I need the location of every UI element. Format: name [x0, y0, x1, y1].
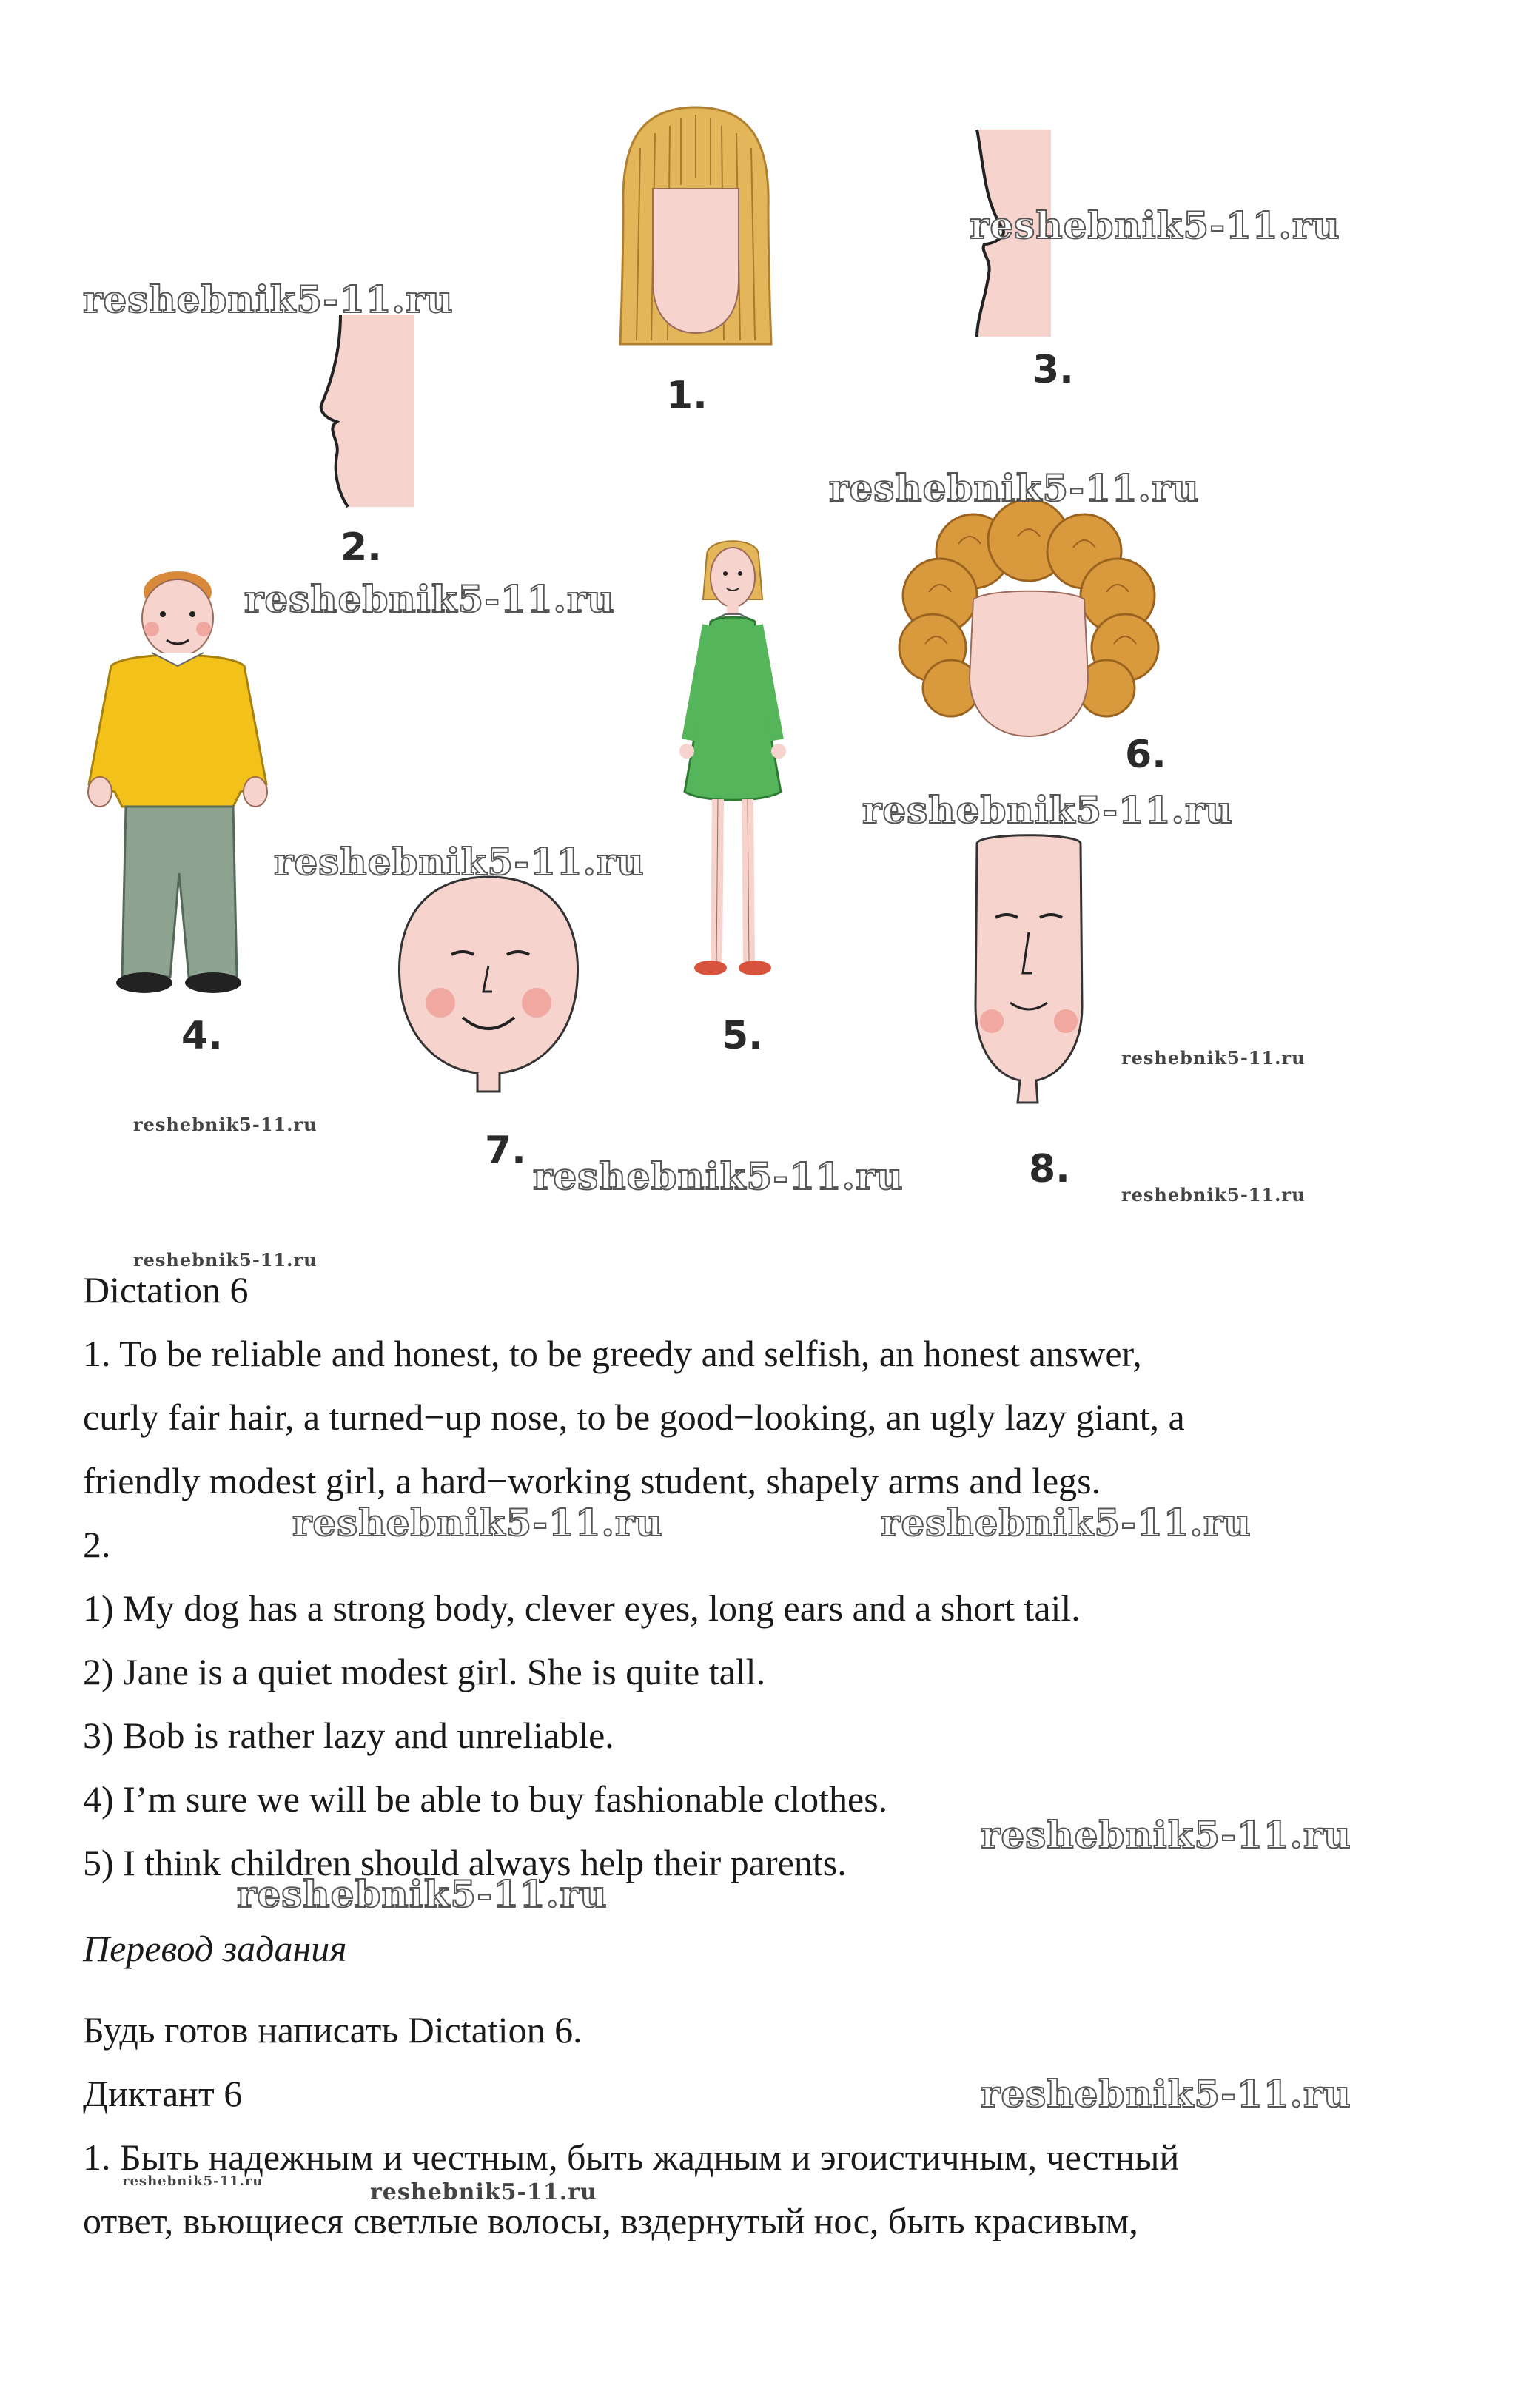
- part1-ru-line: ответ, вьющиеся светлые волосы, вздернутый нос, быть красивым,: [83, 2200, 1138, 2241]
- watermark: reshebnik5-11.ru: [292, 1501, 663, 1544]
- part2-number: 2.: [83, 1524, 111, 1565]
- instruction-ru: Будь готов написать Dictation 6.: [83, 2009, 582, 2051]
- stout-boy-illustration: [81, 562, 274, 1006]
- watermark: reshebnik5-11.ru: [981, 1813, 1351, 1857]
- long-straight-hair-illustration: [607, 104, 785, 348]
- watermark: reshebnik5-11.ru: [244, 577, 615, 621]
- dictation-heading-ru: Диктант 6: [83, 2073, 243, 2114]
- profile-turned-up-nose-illustration: [296, 311, 422, 511]
- part1-line: 1. To be reliable and honest, to be greedy and selfish, an honest answer,: [83, 1333, 1142, 1374]
- label-6: 6.: [1125, 733, 1166, 777]
- sentence-3: 3) Bob is rather lazy and unreliable.: [83, 1715, 614, 1756]
- label-4: 4.: [181, 1014, 223, 1058]
- watermark: reshebnik5-11.ru: [370, 2179, 597, 2205]
- watermark: reshebnik5-11.ru: [1121, 1047, 1306, 1069]
- part1-ru-line: 1. Быть надежным и честным, быть жадным и эгоистичным, честный: [83, 2136, 1180, 2178]
- curly-hair-illustration: [892, 507, 1166, 751]
- watermark: reshebnik5-11.ru: [970, 204, 1340, 247]
- sentence-2: 2) Jane is a quiet modest girl. She is quite tall.: [83, 1651, 766, 1692]
- watermark: reshebnik5-11.ru: [533, 1154, 904, 1198]
- watermark: reshebnik5-11.ru: [862, 788, 1233, 832]
- label-1: 1.: [666, 374, 708, 418]
- watermark: reshebnik5-11.ru: [274, 840, 645, 884]
- watermark: reshebnik5-11.ru: [83, 278, 454, 321]
- translation-title: Перевод задания: [83, 1928, 347, 1969]
- sentence-4: 4) I’m sure we will be able to buy fashionable clothes.: [83, 1778, 888, 1820]
- watermark: reshebnik5-11.ru: [981, 2072, 1351, 2116]
- label-7: 7.: [485, 1129, 526, 1173]
- watermark: reshebnik5-11.ru: [1121, 1184, 1306, 1205]
- label-3: 3.: [1032, 348, 1074, 392]
- watermark: reshebnik5-11.ru: [133, 1249, 318, 1271]
- part1-line: curly fair hair, a turned−up nose, to be good−looking, an ugly lazy giant, a: [83, 1396, 1185, 1438]
- watermark: reshebnik5-11.ru: [237, 1872, 608, 1916]
- label-2: 2.: [340, 525, 382, 570]
- sentence-1: 1) My dog has a strong body, clever eyes, long ears and a short tail.: [83, 1587, 1081, 1629]
- label-8: 8.: [1029, 1147, 1070, 1191]
- watermark: reshebnik5-11.ru: [122, 2173, 263, 2189]
- watermark: reshebnik5-11.ru: [133, 1114, 318, 1135]
- dictation-heading: Dictation 6: [83, 1269, 249, 1311]
- watermark: reshebnik5-11.ru: [881, 1501, 1252, 1544]
- label-5: 5.: [722, 1014, 763, 1058]
- watermark: reshebnik5-11.ru: [829, 466, 1200, 510]
- round-face-illustration: [389, 870, 588, 1092]
- part1-line: friendly modest girl, a hard−working student, shapely arms and legs.: [83, 1460, 1101, 1501]
- sentence-5: 5) I think children should always help their parents.: [83, 1842, 847, 1883]
- long-face-illustration: [955, 829, 1103, 1103]
- slim-girl-green-dress-illustration: [651, 533, 814, 999]
